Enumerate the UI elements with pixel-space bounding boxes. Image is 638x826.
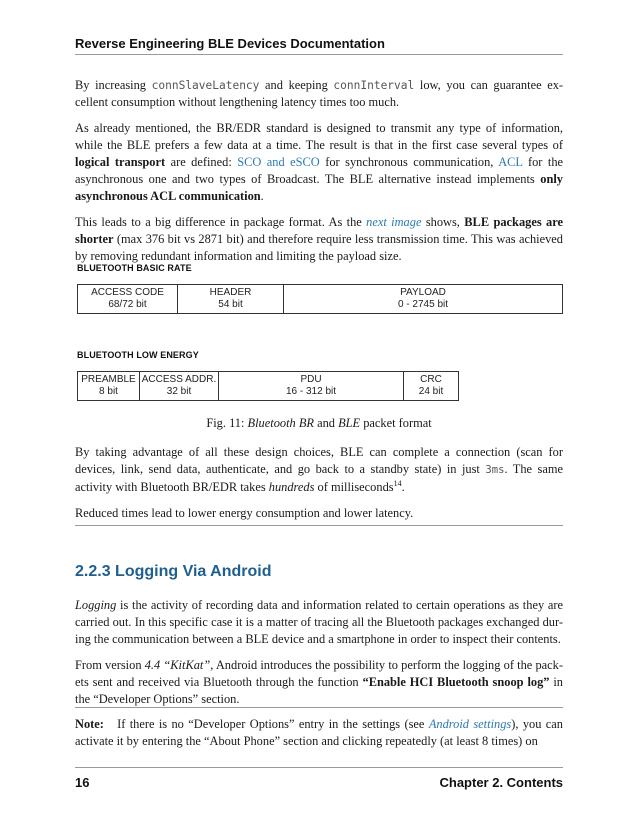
paragraph-logging-definition: Logging is the activity of recording data and information related to certain operations as they are carried out. In this specific case it is a matter of tracing all the Bluetooth packages exchanged dur-ing the communication between a BLE device and a smartphone in order to inspect their contents.: [75, 598, 563, 646]
body-text-middle: [75, 444, 563, 531]
running-header-title: Reverse Engineering BLE Devices Documentation: [75, 36, 385, 51]
section-heading: 2.2.3 Logging Via Android: [75, 563, 272, 580]
paragraph-package-format: This leads to a big difference in package format. As the next image shows, BLE packages are shorter (max 376 bit vs 2871 bit) and therefore require less transmission time. This was achieved by removing redundant information and limiting the payload size.: [75, 215, 564, 263]
br-diagram-title: BLUETOOTH BASIC RATE: [77, 263, 192, 273]
paragraph-logical-transport: As already mentioned, the BR/EDR standard is designed to transmit any type of information, while the BLE prefers a few data at a time. The result is that in the first case several types of logical transport are defined: SCO and eSCO for synchronous communication, ACL for the asynchronous one and two types of Broadcast. The BLE alternative instead implements only asynchronous ACL communication.: [75, 121, 564, 203]
le-diagram-title: BLUETOOTH LOW ENERGY: [77, 350, 199, 360]
note-label: Note:: [75, 717, 104, 731]
le-packet-diagram: [77, 371, 459, 401]
paragraph-latency: By increasing connSlaveLatency and keeping connInterval low, you can guarantee ex-cellent consumption without lengthening latency times too much.: [75, 78, 564, 109]
note-admonition: Note: If there is no “Developer Options” entry in the settings (see Android settings), you can activate it by entering the “About Phone” section and clicking repeatedly (at least 8 times) on: [75, 717, 564, 748]
le-cell-access-addr: ACCESS ADDR. 32 bit: [140, 372, 219, 400]
section-rule: [75, 525, 563, 526]
footer-rule: [75, 767, 563, 768]
le-cell-preamble: PREAMBLE 8 bit: [78, 372, 140, 400]
body-text-bottom: [75, 597, 563, 717]
paragraph-connection-time: By taking advantage of all these design choices, BLE can complete a connection (scan for devices, link, send data, authenticate, and go back to a standby state) in just 3ms. The same activity with Bluetooth BR/EDR takes hundreds of milliseconds$^{14}$.: [75, 445, 563, 494]
br-cell-header: HEADER 54 bit: [178, 285, 284, 313]
br-packet-diagram: [77, 284, 563, 314]
le-cell-pdu: PDU 16 - 312 bit: [219, 372, 404, 400]
link-next-image[interactable]: next image: [366, 215, 422, 229]
paragraph-reduced-times: Reduced times lead to lower energy consumption and lower latency.: [75, 506, 414, 520]
figure-caption: Fig. 11: Bluetooth BR and BLE packet format: [206, 416, 432, 430]
link-sco-esco[interactable]: SCO and eSCO: [237, 155, 320, 169]
code-3ms: 3ms: [485, 464, 505, 476]
paragraph-kitkat: From version 4.4 “KitKat”, Android introduces the possibility to perform the logging of the pack-ets sent and received via Bluetooth through the function “Enable HCI Bluetooth snoop log” in the “Developer Options” section.: [75, 658, 563, 706]
code-conn-slave-latency: connSlaveLatency: [151, 79, 260, 92]
le-cell-crc: CRC 24 bit: [418, 374, 444, 397]
chapter-label: Chapter 2. Contents: [439, 775, 563, 790]
link-android-settings[interactable]: Android settings: [428, 717, 512, 731]
page-number: 16: [75, 775, 90, 790]
br-cell-payload: PAYLOAD 0 - 2745 bit: [397, 287, 449, 310]
header-rule: [75, 54, 563, 55]
body-text-top: [75, 77, 563, 274]
code-conn-interval: connInterval: [333, 79, 415, 92]
footnote-ref[interactable]: 14: [393, 478, 402, 488]
note-rule: [75, 707, 563, 708]
link-acl[interactable]: ACL: [498, 155, 523, 169]
br-cell-access-code: ACCESS CODE 68/72 bit: [78, 285, 178, 313]
